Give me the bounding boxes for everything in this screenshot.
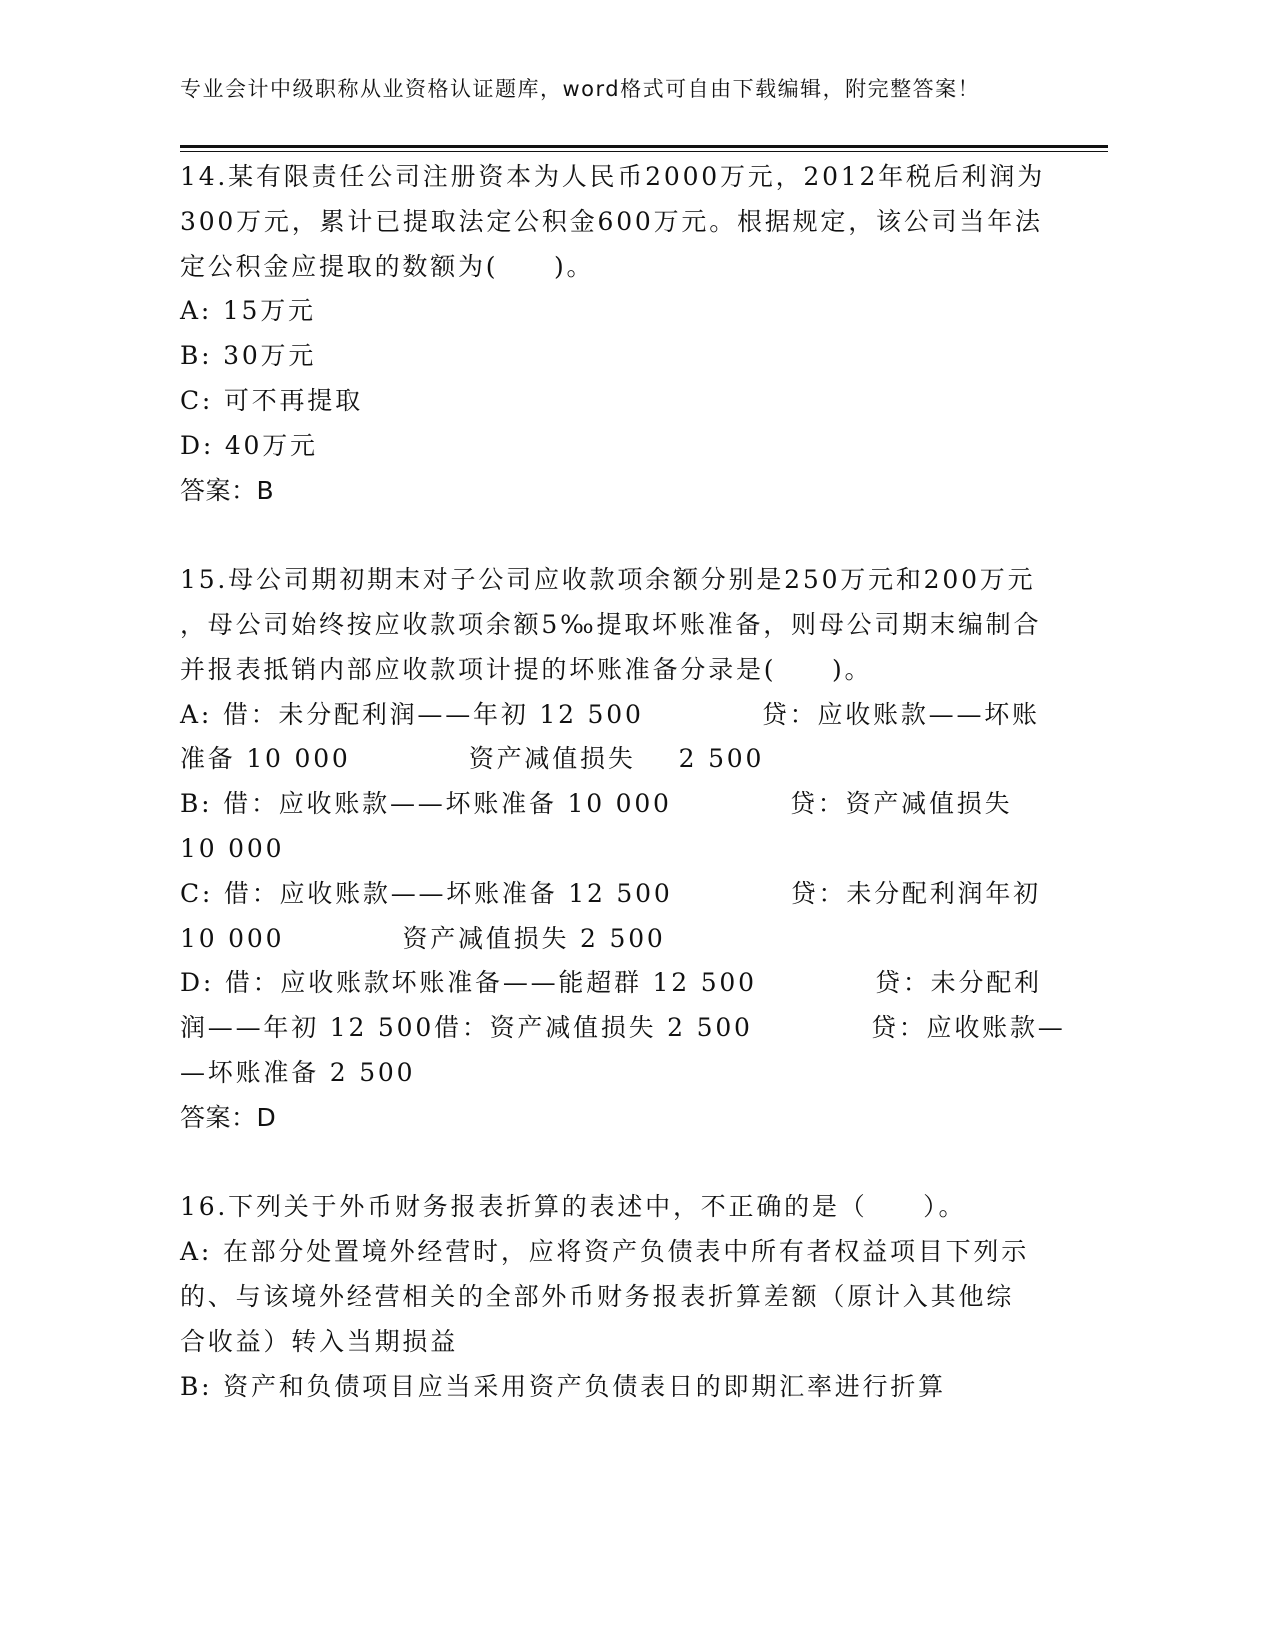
question-16-option-a-line-1: A: 在部分处置境外经营时，应将资产负债表中所有者权益项目下列示 [180, 1237, 1030, 1267]
question-15-option-c-line-2: 10 000 资产减值损失 2 500 [180, 923, 666, 953]
question-15-answer: 答案：D [180, 1102, 277, 1132]
question-16-option-a-line-3: 合收益）转入当期损益 [180, 1326, 459, 1356]
question-14-line-1: 14.某有限责任公司注册资本为人民币2000万元，2012年税后利润为 [180, 162, 1046, 191]
question-15-option-c-line-1: C: 借：应收账款——坏账准备 12 500 贷：未分配利润年初 [180, 878, 1041, 908]
question-spacer [180, 513, 1075, 558]
question-14-option-a: A: 15万元 [180, 296, 316, 326]
question-15-option-d-line-2: 润——年初 12 500借：资产减值损失 2 500 贷：应收账款— [180, 1013, 1066, 1043]
question-16-line-1: 16.下列关于外币财务报表折算的表述中，不正确的是（ ）。 [180, 1192, 967, 1222]
header-rule-thin [180, 151, 1108, 152]
question-14-answer: 答案：B [180, 475, 275, 505]
question-15-line-2: ，母公司始终按应收款项余额5‰提取坏账准备，则母公司期末编制合 [180, 609, 1042, 639]
question-15-option-d-line-1: D: 借：应收账款坏账准备——能超群 12 500 贷：未分配利 [180, 968, 1042, 998]
question-16-option-a-line-2: 的、与该境外经营相关的全部外币财务报表折算差额（原计入其他综 [180, 1281, 1015, 1311]
question-14-option-d: D: 40万元 [180, 430, 318, 460]
question-15-option-b-line-1: B: 借：应收账款——坏账准备 10 000 贷：资产减值损失 [180, 789, 1013, 819]
question-15-option-a-line-1: A: 借：未分配利润——年初 12 500 贷：应收账款——坏账 [180, 699, 1040, 729]
header-rule-thick [180, 145, 1108, 148]
question-14-option-b: B: 30万元 [180, 341, 317, 371]
question-list [180, 155, 1075, 1409]
page-header: 专业会计中级职称从业资格认证题库，word格式可自由下载编辑，附完整答案！ [180, 77, 981, 101]
question-16-option-b: B: 资产和负债项目应当采用资产负债表日的即期汇率进行折算 [180, 1371, 946, 1401]
question-15-option-d-line-3: —坏账准备 2 500 [180, 1057, 416, 1087]
question-15-line-3: 并报表抵销内部应收款项计提的坏账准备分录是( )。 [180, 654, 873, 684]
question-14-line-2: 300万元，累计已提取法定公积金600万元。根据规定，该公司当年法 [180, 206, 1043, 236]
question-15-line-1: 15.母公司期初期末对子公司应收款项余额分别是250万元和200万元 [180, 565, 1036, 595]
question-15-option-a-line-2: 准备 10 000 资产减值损失 2 500 [180, 744, 765, 774]
question-15-option-b-line-2: 10 000 [180, 833, 285, 863]
question-14-line-3: 定公积金应提取的数额为( )。 [180, 251, 595, 281]
question-14-option-c: C: 可不再提取 [180, 385, 363, 415]
question-spacer [180, 1141, 1075, 1186]
